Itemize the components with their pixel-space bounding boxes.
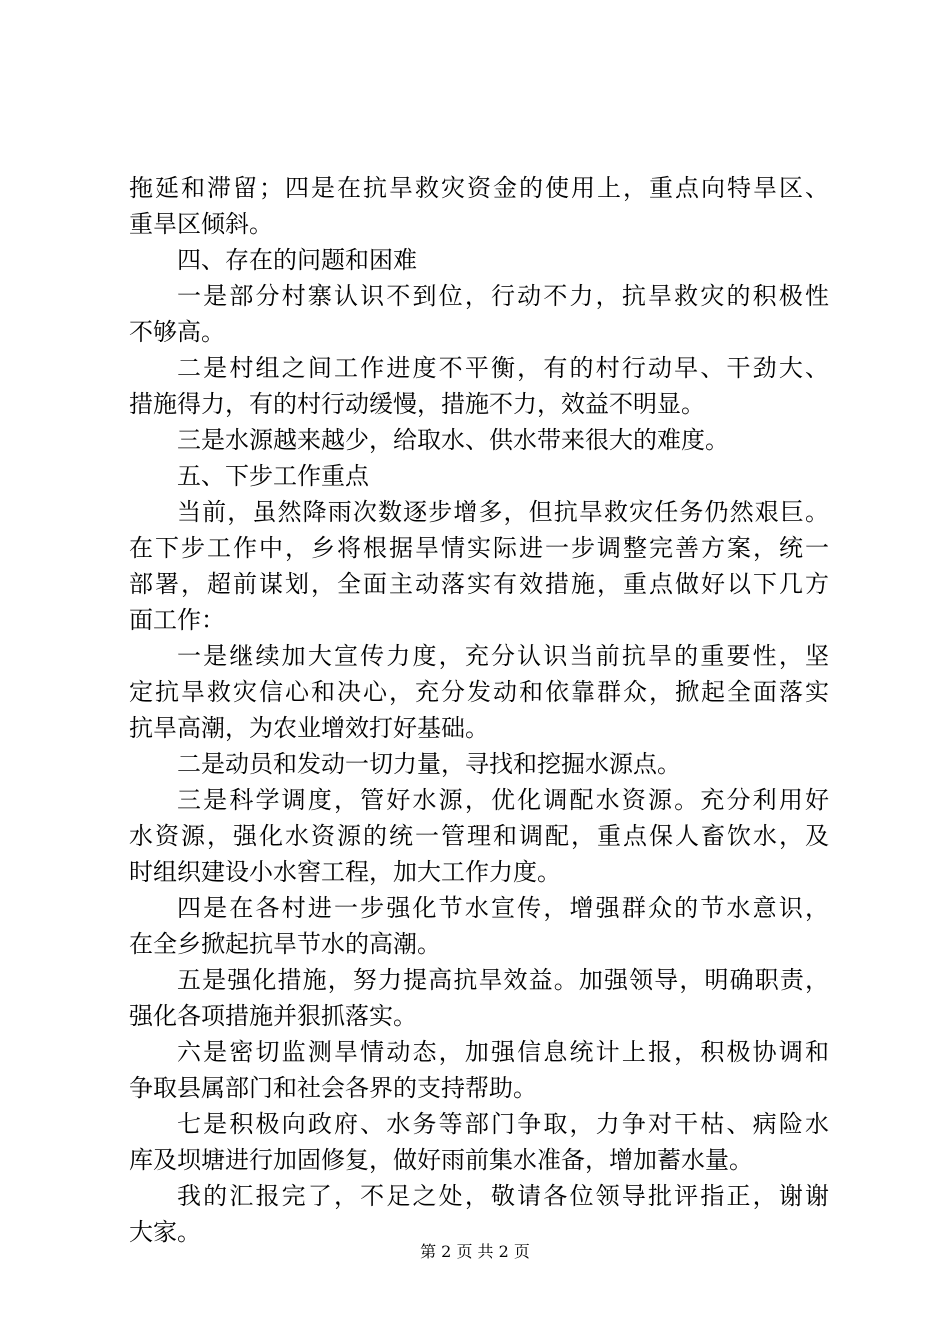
text-line: 当前，虽然降雨次数逐步增多，但抗旱救灾任务仍然艰巨。 bbox=[177, 498, 829, 526]
text-line: 我的汇报完了，不足之处，敬请各位领导批评指正，谢谢 bbox=[177, 1182, 829, 1210]
text-line: 定抗旱救灾信心和决心，充分发动和依靠群众，掀起全面落实 bbox=[129, 678, 829, 706]
text-line: 一是部分村寨认识不到位，行动不力，抗旱救灾的积极性 bbox=[177, 282, 829, 310]
text-line: 七是积极向政府、水务等部门争取，力争对干枯、病险水 bbox=[177, 1110, 829, 1138]
text-line: 部署，超前谋划，全面主动落实有效措施，重点做好以下几方 bbox=[129, 570, 829, 598]
text-line: 争取县属部门和社会各界的支持帮助。 bbox=[129, 1074, 537, 1102]
text-line: 不够高。 bbox=[129, 318, 225, 346]
text-line: 在下步工作中，乡将根据旱情实际进一步调整完善方案，统一 bbox=[129, 534, 829, 562]
text-line: 措施得力，有的村行动缓慢，措施不力，效益不明显。 bbox=[129, 390, 705, 418]
text-line: 拖延和滞留；四是在抗旱救灾资金的使用上，重点向特旱区、 bbox=[129, 174, 829, 202]
text-line: 强化各项措施并狠抓落实。 bbox=[129, 1002, 417, 1030]
text-line: 二是村组之间工作进度不平衡，有的村行动早、干劲大、 bbox=[177, 354, 829, 382]
text-line: 四是在各村进一步强化节水宣传，增强群众的节水意识， bbox=[177, 894, 829, 922]
text-line: 库及坝塘进行加固修复，做好雨前集水准备，增加蓄水量。 bbox=[129, 1146, 753, 1174]
text-line: 一是继续加大宣传力度，充分认识当前抗旱的重要性，坚 bbox=[177, 642, 829, 670]
page-footer: 第 2 页 共 2 页 bbox=[420, 1242, 530, 1261]
text-line: 水资源，强化水资源的统一管理和调配，重点保人畜饮水，及 bbox=[129, 822, 829, 850]
text-line: 时组织建设小水窖工程，加大工作力度。 bbox=[129, 858, 561, 886]
text-line: 重旱区倾斜。 bbox=[129, 210, 273, 238]
text-line: 抗旱高潮，为农业增效打好基础。 bbox=[129, 714, 489, 742]
text-line: 二是动员和发动一切力量，寻找和挖掘水源点。 bbox=[177, 750, 681, 778]
text-line: 三是水源越来越少，给取水、供水带来很大的难度。 bbox=[177, 426, 729, 454]
text-line: 大家。 bbox=[129, 1218, 201, 1246]
text-line: 三是科学调度，管好水源，优化调配水资源。充分利用好 bbox=[177, 786, 829, 814]
text-line: 五是强化措施，努力提高抗旱效益。加强领导，明确职责， bbox=[177, 966, 829, 994]
text-line: 在全乡掀起抗旱节水的高潮。 bbox=[129, 930, 441, 958]
text-line: 五、下步工作重点 bbox=[177, 462, 369, 490]
document-body bbox=[129, 170, 829, 1250]
text-line: 四、存在的问题和困难 bbox=[177, 246, 417, 274]
text-line: 六是密切监测旱情动态，加强信息统计上报，积极协调和 bbox=[177, 1038, 829, 1066]
text-line: 面工作： bbox=[129, 606, 225, 634]
